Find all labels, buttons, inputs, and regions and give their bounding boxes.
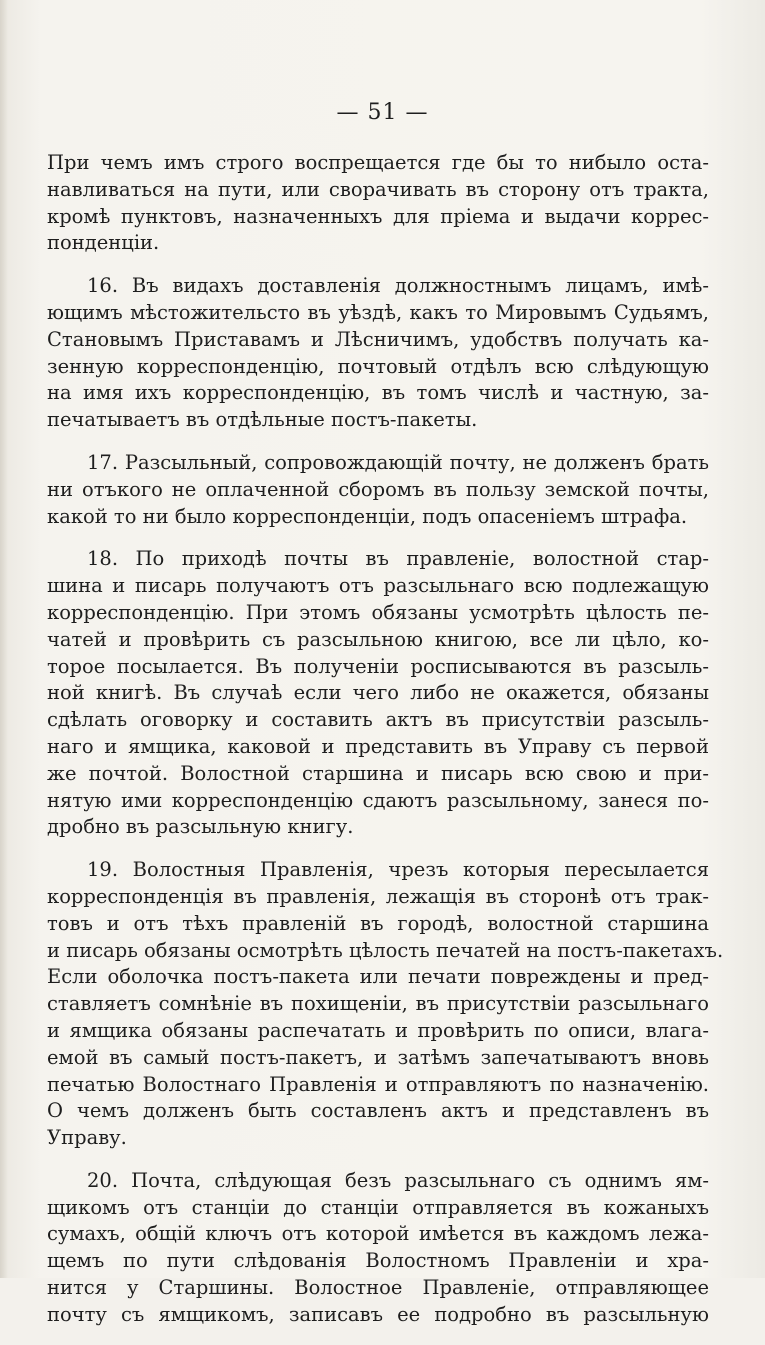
page-body [47,150,724,1345]
text-line: навливаться на пути, или сворачивать въ сторону отъ тракта, [47,177,709,201]
text-line: наго и ямщика, каковой и представить въ Управу съ первой [47,734,709,758]
text-line: Становымъ Приставамъ и Лѣсничимъ, удобствъ получать ка- [47,327,709,351]
text-line: шина и писарь получаютъ отъ разсыльнаго всю подлежащую [47,574,709,598]
text-line: При чемъ имъ строго воспрещается где бы то нибыло оста- [47,151,709,174]
text-line: Управу. [47,1126,127,1150]
text-line: какой то ни было корреспонденцiи, подъ опасенiемъ штрафа. [47,504,688,528]
text-line: товъ и отъ тѣхъ правленiй въ городѣ, волостной старшина [47,911,709,935]
text-line: корреспонденцiю. При этомъ обязаны усмотрѣть цѣлость пе- [47,600,709,624]
text-line: понденцiи. [47,231,160,255]
text-line: печатью Волостнаго Правленiя и отправляютъ по назначенiю. [47,1072,709,1096]
text-line: О чемъ долженъ быть составленъ актъ и представленъ въ [47,1099,709,1123]
text-line: сдѣлать оговорку и составить актъ въ присутствiи разсыль- [47,708,709,732]
text-line: чатей и провѣрить съ разсыльною книгою, все ли цѣло, ко- [47,627,709,651]
page-number: — 51 — [336,100,429,125]
text-line: дробно въ разсыльную книгу. [47,815,354,839]
text-line: торое посылается. Въ полученiи росписываются въ разсыль- [47,654,709,678]
text-line: и писарь обязаны осмотрѣть цѣлость печатей на постъ-пакетахъ. [47,938,724,962]
paragraph-17 [47,450,709,530]
text-line: зенную корреспонденцiю, почтовый отдѣлъ всю слѣдующую [47,354,709,378]
text-line: ющимъ мѣстожительсто въ уѣздѣ, какъ то Мировымъ Судьямъ, [47,300,709,324]
text-line: же почтой. Волостной старшина и писарь всю свою и при- [47,761,709,785]
text-line: на имя ихъ корреспонденцiю, въ томъ числѣ и частную, за- [47,381,709,405]
page-spine-shadow [0,0,8,1278]
text-line: 18. По приходѣ почты въ правленiе, волостной стар- [87,547,709,571]
paragraph-18 [47,546,709,841]
text-line: емой въ самый постъ-пакетъ, и затѣмъ запечатываютъ вновь [47,1045,709,1069]
text-line: печатываетъ въ отдѣльные постъ-пакеты. [47,408,478,432]
text-line: сумахъ, общiй ключъ отъ которой имѣется въ каждомъ лежа- [47,1222,709,1246]
text-line: кромѣ пунктовъ, назначенныхъ для прiема и выдачи коррес- [47,204,709,228]
paragraph-19 [47,857,724,1152]
paragraph-20 [47,1168,709,1329]
text-line: 20. Почта, слѣдующая безъ разсыльнаго съ однимъ ям- [87,1168,709,1192]
text-line: нятую ими корреспонденцiю сдаютъ разсыльному, занеся по- [47,788,709,812]
text-line: щемъ по пути слѣдованiя Волостномъ Правленiи и хра- [47,1249,709,1273]
text-line: 16. Въ видахъ доставленiя должностнымъ лицамъ, имѣ- [87,274,709,298]
text-line: щикомъ отъ станцiи до станцiи отправляется въ кожаныхъ [47,1195,709,1219]
text-line: 19. Волостныя Правленiя, чрезъ которыя пересылается [87,858,709,882]
text-line: ставляетъ сомнѣнiе въ похищенiи, въ присутствiи разсыльнаго [47,992,709,1016]
paragraph-16 [47,273,709,434]
text-line: ной книгѣ. Въ случаѣ если чего либо не окажется, обязаны [47,681,709,705]
text-line: почту съ ямщикомъ, записавъ ее подробно въ разсыльную [47,1302,709,1326]
text-line: Если оболочка постъ-пакета или печати повреждены и пред- [47,965,709,989]
text-line: корреспонденцiя въ правленiя, лежащiя въ сторонѣ отъ трак- [47,884,709,908]
text-line: 17. Разсыльный, сопровождающiй почту, не долженъ брать [87,450,709,474]
paragraph-continuation [47,150,709,257]
text-line: нится у Старшины. Волостное Правленiе, отправляющее [47,1276,709,1300]
text-line: ни отъкого не оплаченной сборомъ въ пользу земской почты, [47,477,709,501]
text-line: и ямщика обязаны распечатать и провѣрить по описи, влага- [47,1018,709,1042]
